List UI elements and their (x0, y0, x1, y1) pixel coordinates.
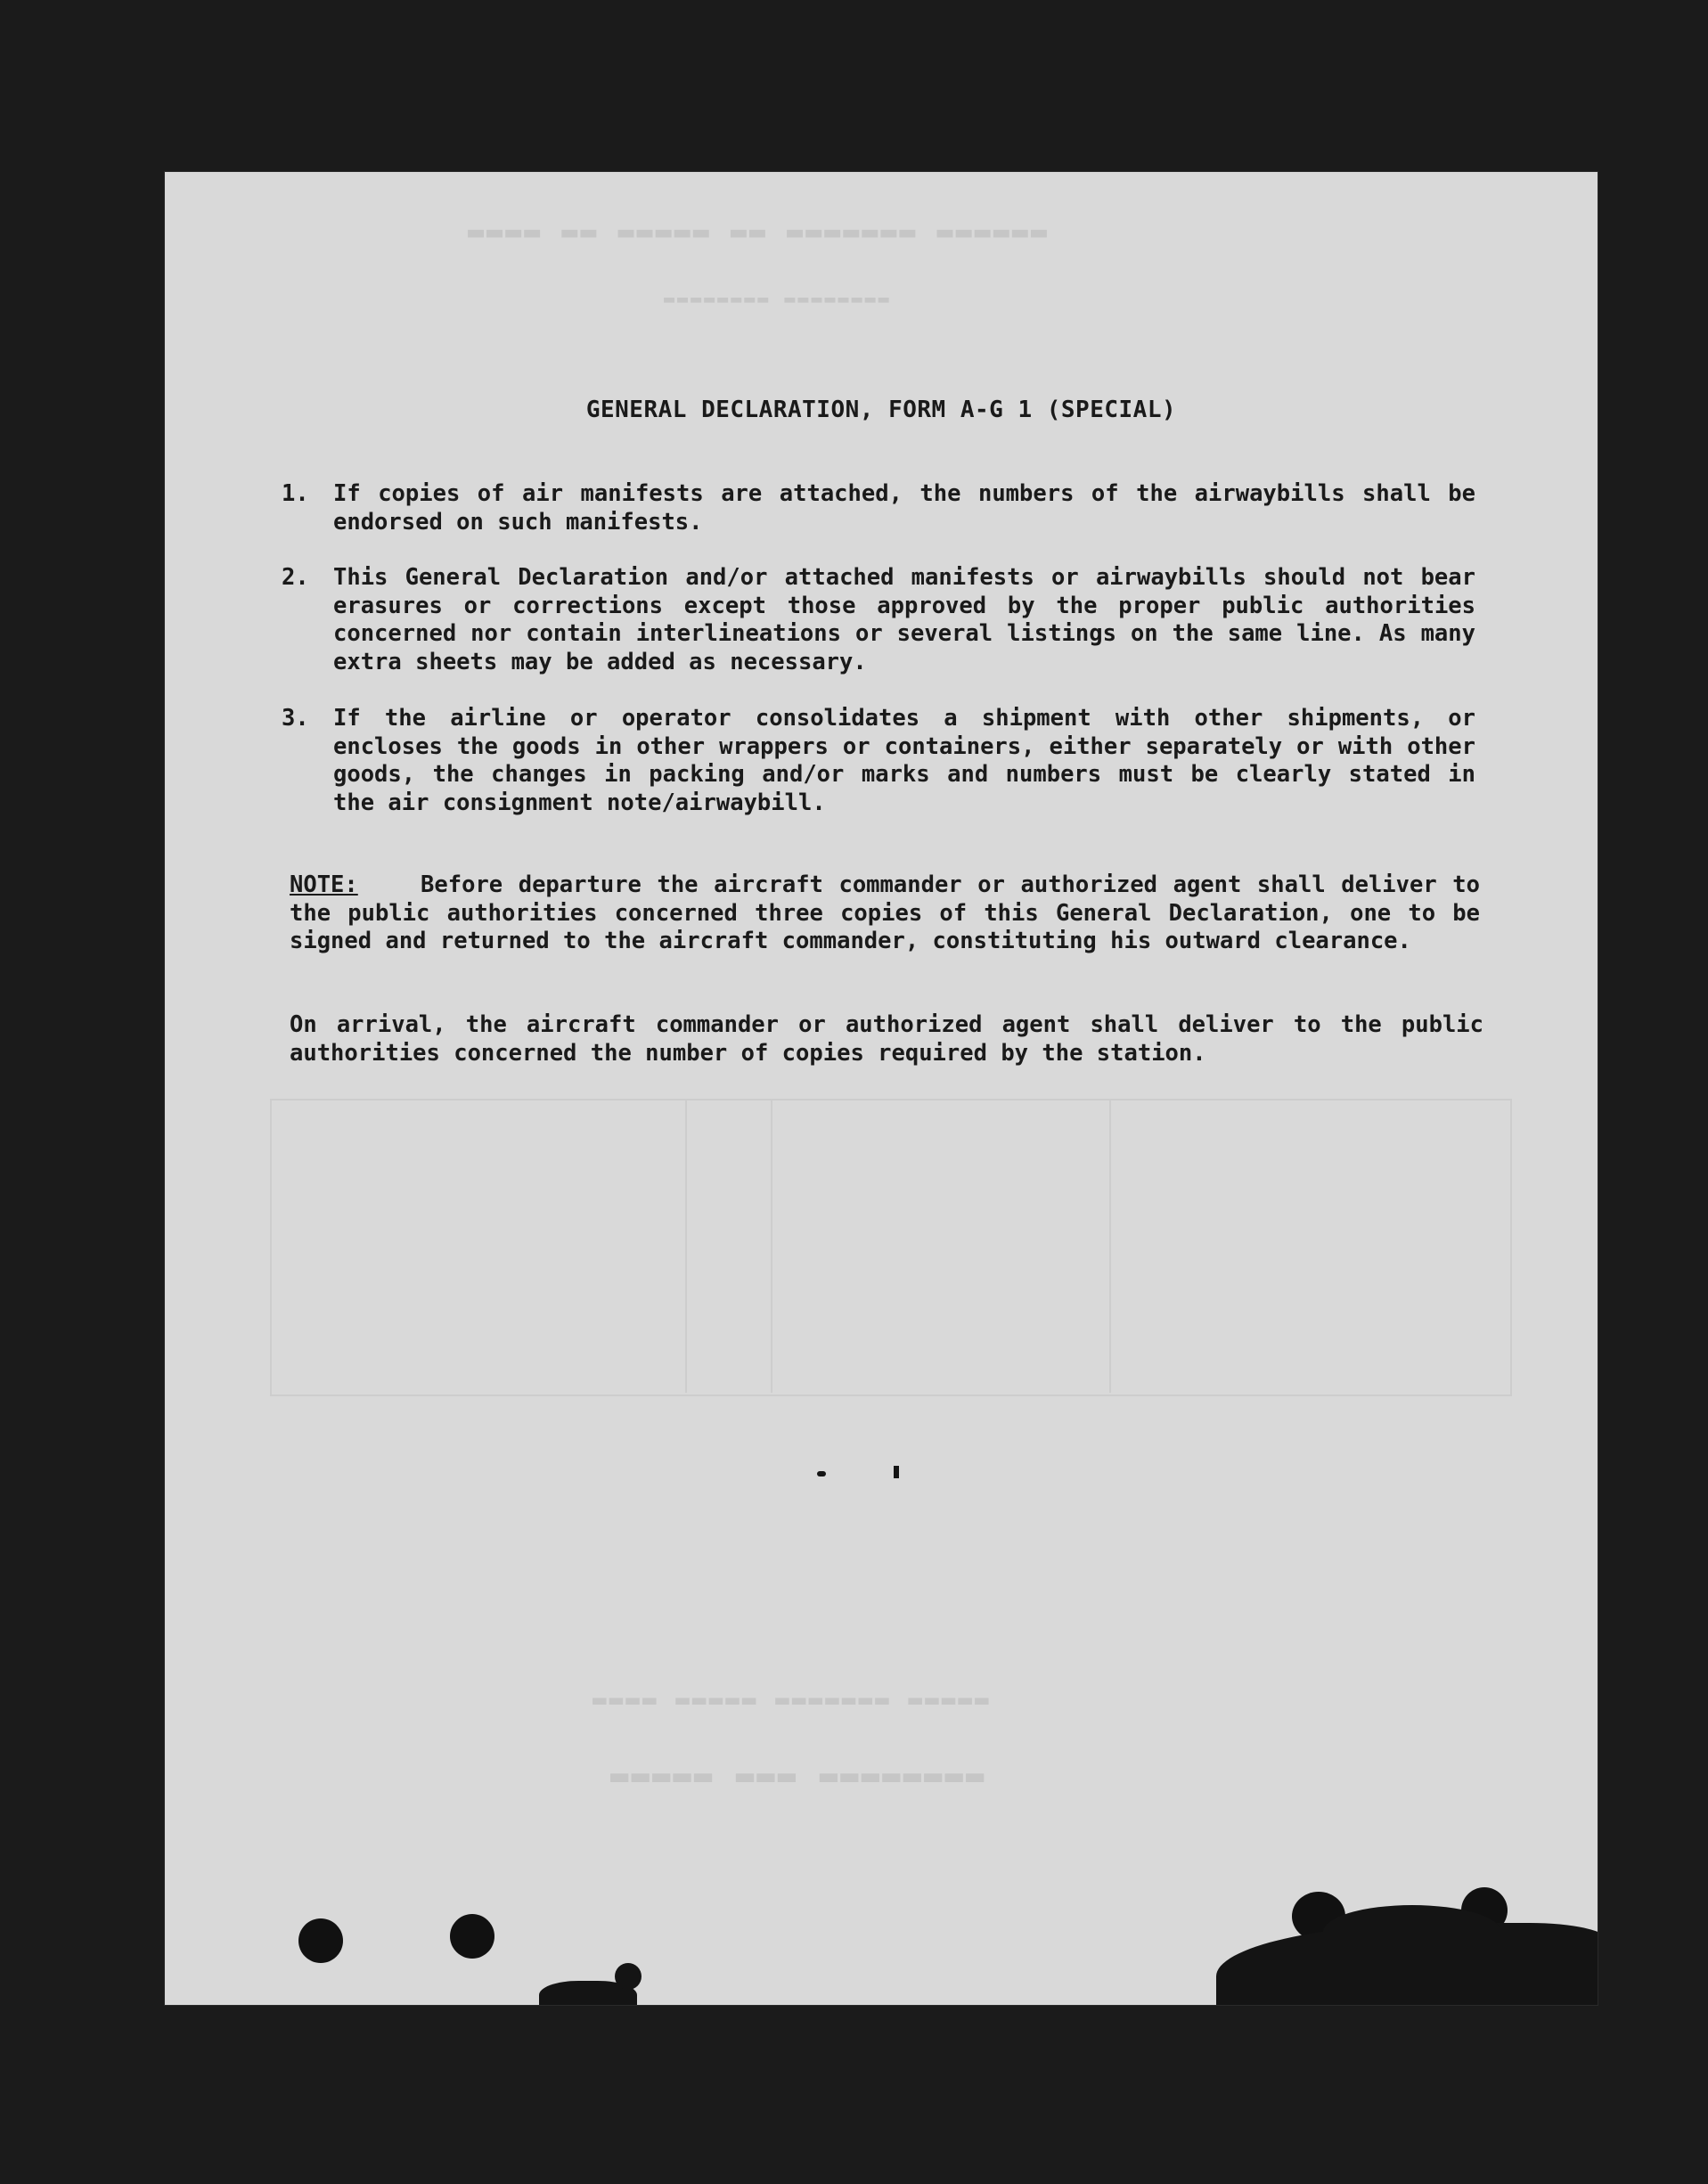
note-text: Before departure the aircraft commander or authorized agent shall deliver to the public authorities concerned three copies of this General Declaration, one to be signed and returned to the aircraft commander, constituting his outward clearance. (290, 871, 1480, 954)
document-content (165, 172, 1598, 2005)
punch-hole (450, 1914, 494, 1959)
instruction-item-1 (282, 480, 1475, 536)
bleed-through-texture: ▬▬▬▬ ▬▬ ▬▬▬▬▬ ▬▬ ▬▬▬▬▬▬▬ ▬▬▬▬▬▬ (468, 217, 1050, 248)
bleed-through-texture: ▬▬▬▬▬▬▬▬ ▬▬▬▬▬▬▬▬ (664, 288, 892, 309)
document-page (165, 172, 1598, 2005)
ink-speck (817, 1471, 826, 1476)
document-title: GENERAL DECLARATION, FORM A-G 1 (SPECIAL) (585, 397, 1177, 423)
item-text: If the airline or operator consolidates a shipment with other shipments, or encloses the goods in other wrappers or containers, either separately or with other goods, the changes in packing and/or marks and numbers must be clearly stated in the air consignment note/airwaybill. (333, 705, 1475, 816)
bleed-through-texture: ▬▬▬▬▬ ▬▬▬ ▬▬▬▬▬▬▬▬ (610, 1758, 987, 1794)
item-text: This General Declaration and/or attached manifests or airwaybills should not bear erasures or corrections except those approved by the proper public authorities concerned nor contain interlineations or several listings on the same line. As many extra sheets may be added as necessary. (333, 564, 1475, 675)
item-text: If copies of air manifests are attached, the numbers of the airwaybills shall be endorsed on such manifests. (333, 480, 1475, 536)
punch-hole (298, 1918, 343, 1963)
note-label: NOTE: (290, 871, 358, 898)
instruction-item-3 (282, 705, 1475, 817)
edge-damage (615, 1963, 642, 1990)
item-number: 3. (282, 705, 309, 732)
note-paragraph (290, 871, 1480, 956)
ink-speck (894, 1466, 899, 1478)
arrival-paragraph: On arrival, the aircraft commander or authorized agent shall deliver to the public authorities concerned the number of copies required by the station. (290, 1011, 1483, 1067)
bleed-through-texture: ▬▬▬▬ ▬▬▬▬▬ ▬▬▬▬▬▬▬ ▬▬▬▬▬ (592, 1687, 992, 1714)
instruction-item-2 (282, 564, 1475, 676)
item-number: 2. (282, 564, 309, 591)
edge-damage (1323, 1905, 1501, 1959)
item-number: 1. (282, 480, 309, 507)
